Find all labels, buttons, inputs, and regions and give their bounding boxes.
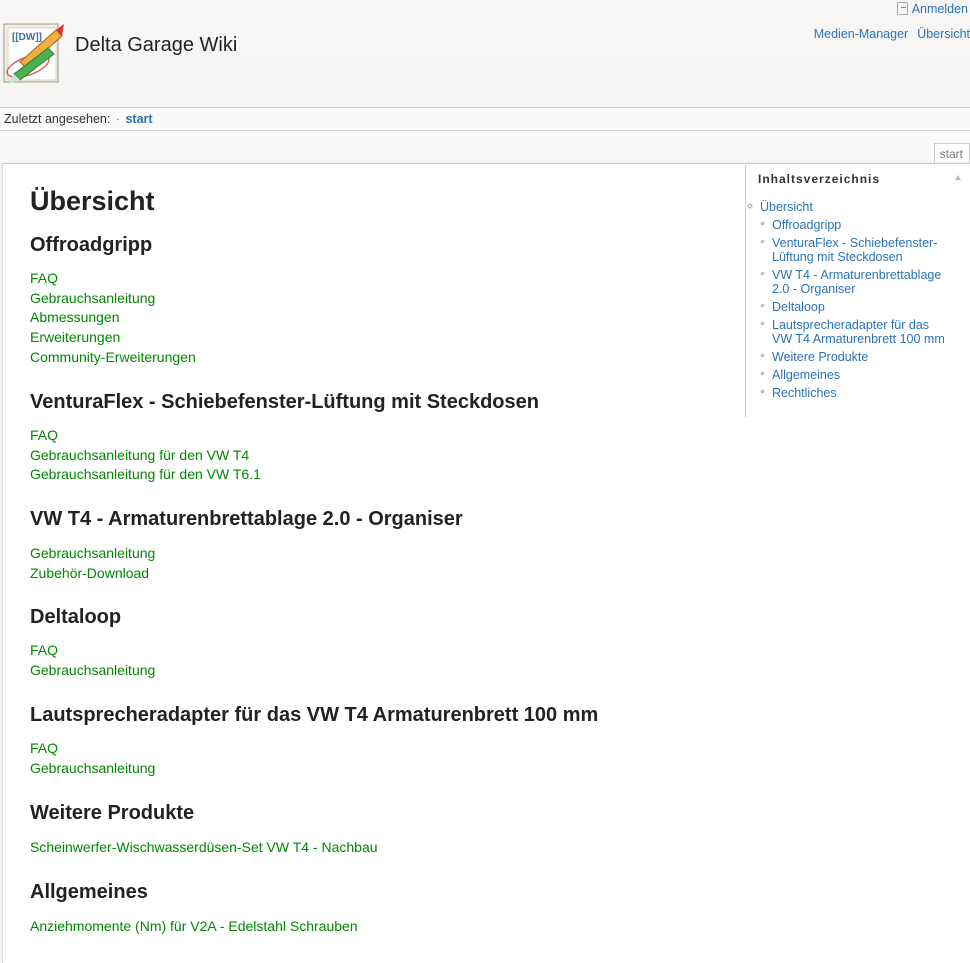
- section-weitere-produkte: [30, 802, 730, 858]
- wiki-link[interactable]: Abmessungen: [30, 309, 120, 326]
- page-id-tab: start: [934, 143, 970, 164]
- toc-item[interactable]: [772, 386, 946, 400]
- table-of-contents: [745, 165, 970, 417]
- login-icon: [897, 2, 908, 15]
- toc-item[interactable]: [772, 368, 946, 382]
- bullet-icon: [760, 321, 764, 325]
- breadcrumb-separator: ·: [115, 112, 120, 126]
- bullet-icon: [760, 239, 764, 243]
- wiki-link[interactable]: Scheinwerfer-Wischwasserdüsen-Set VW T4 - Nachbau: [30, 839, 378, 855]
- svg-text:[[DW]]: [[DW]]: [12, 32, 42, 43]
- section-heading: Offroadgripp: [30, 234, 153, 256]
- wiki-link[interactable]: FAQ: [30, 740, 59, 756]
- breadcrumb: [0, 109, 970, 131]
- wiki-link[interactable]: Gebrauchsanleitung: [30, 759, 156, 776]
- toc-item[interactable]: [772, 236, 946, 264]
- wiki-link[interactable]: Anziehmomente (Nm) für V2A - Edelstahl Schrauben: [30, 918, 358, 934]
- section-heading: VW T4 - Armaturenbrettablage 2.0 - Organiser: [30, 508, 463, 530]
- toc-item-label[interactable]: Deltaloop: [772, 300, 825, 314]
- section-heading: Weitere Produkte: [30, 802, 195, 824]
- bullet-icon: [760, 353, 764, 357]
- wiki-link[interactable]: Zubehör-Download: [30, 564, 150, 581]
- section-deltaloop: [30, 606, 730, 680]
- toc-item-label[interactable]: VenturaFlex - Schiebefenster-Lüftung mit Steckdosen: [772, 236, 938, 264]
- section-lautsprecheradapter: [30, 704, 730, 778]
- wiki-link[interactable]: FAQ: [30, 642, 59, 658]
- section-heading: Deltaloop: [30, 606, 122, 628]
- toc-item-label[interactable]: Weitere Produkte: [772, 350, 869, 364]
- toc-title[interactable]: Inhaltsverzeichnis: [758, 172, 881, 186]
- section-armaturenbrettablage: [30, 508, 730, 583]
- bullet-icon: [747, 203, 753, 209]
- bullet-icon: [760, 221, 764, 225]
- toc-item-label[interactable]: Rechtliches: [772, 386, 837, 400]
- toc-item-label[interactable]: VW T4 - Armaturenbrettablage 2.0 - Organiser: [772, 268, 942, 296]
- wiki-link[interactable]: Gebrauchsanleitung: [30, 289, 156, 306]
- wiki-link[interactable]: Gebrauchsanleitung: [30, 545, 156, 561]
- wiki-link[interactable]: Erweiterungen: [30, 329, 121, 346]
- breadcrumb-item-start[interactable]: start: [125, 112, 153, 126]
- breadcrumb-label: Zuletzt angesehen:: [4, 112, 111, 126]
- site-header: [0, 0, 970, 108]
- user-tools: [897, 2, 968, 16]
- bullet-icon: [760, 371, 764, 375]
- page-content: [2, 163, 970, 963]
- toc-item-label[interactable]: Allgemeines: [772, 368, 841, 382]
- toc-item[interactable]: [772, 350, 946, 364]
- wiki-link[interactable]: Gebrauchsanleitung: [30, 661, 156, 678]
- toc-item[interactable]: [772, 218, 946, 232]
- collapse-arrow-icon[interactable]: [955, 175, 961, 180]
- toc-item-label[interactable]: Offroadgripp: [772, 218, 842, 232]
- section-heading: Allgemeines: [30, 881, 148, 903]
- toc-item[interactable]: [760, 200, 946, 400]
- section-offroadgripp: [30, 234, 730, 368]
- toc-item-label[interactable]: Lautsprecheradapter für das VW T4 Armaturenbrett 100 mm: [772, 318, 945, 346]
- toc-item[interactable]: [772, 318, 946, 346]
- wiki-link[interactable]: FAQ: [30, 270, 59, 286]
- wiki-link[interactable]: Gebrauchsanleitung für den VW T4: [30, 446, 250, 463]
- wiki-link[interactable]: FAQ: [30, 427, 59, 443]
- section-heading: Lautsprecheradapter für das VW T4 Armaturenbrett 100 mm: [30, 704, 599, 726]
- sitemap-link[interactable]: Übersicht: [917, 27, 970, 41]
- section-venturaflex: [30, 391, 730, 485]
- site-title[interactable]: Delta Garage Wiki: [75, 34, 238, 56]
- bullet-icon: [760, 271, 764, 275]
- login-link[interactable]: Anmelden: [911, 2, 968, 16]
- wiki-link[interactable]: Community-Erweiterungen: [30, 348, 196, 365]
- toc-item[interactable]: [772, 268, 946, 296]
- toc-item[interactable]: [772, 300, 946, 314]
- toc-item-label[interactable]: Übersicht: [760, 200, 813, 214]
- page-title: Übersicht: [30, 186, 155, 216]
- site-tools: [805, 27, 970, 41]
- section-allgemeines: [30, 881, 730, 937]
- bullet-icon: [760, 303, 764, 307]
- bullet-icon: [760, 389, 764, 393]
- media-manager-link[interactable]: Medien-Manager: [813, 27, 909, 41]
- section-heading: VenturaFlex - Schiebefenster-Lüftung mit Steckdosen: [30, 391, 539, 413]
- dokuwiki-logo-icon[interactable]: [0, 18, 68, 86]
- wiki-link[interactable]: Gebrauchsanleitung für den VW T6.1: [30, 466, 261, 483]
